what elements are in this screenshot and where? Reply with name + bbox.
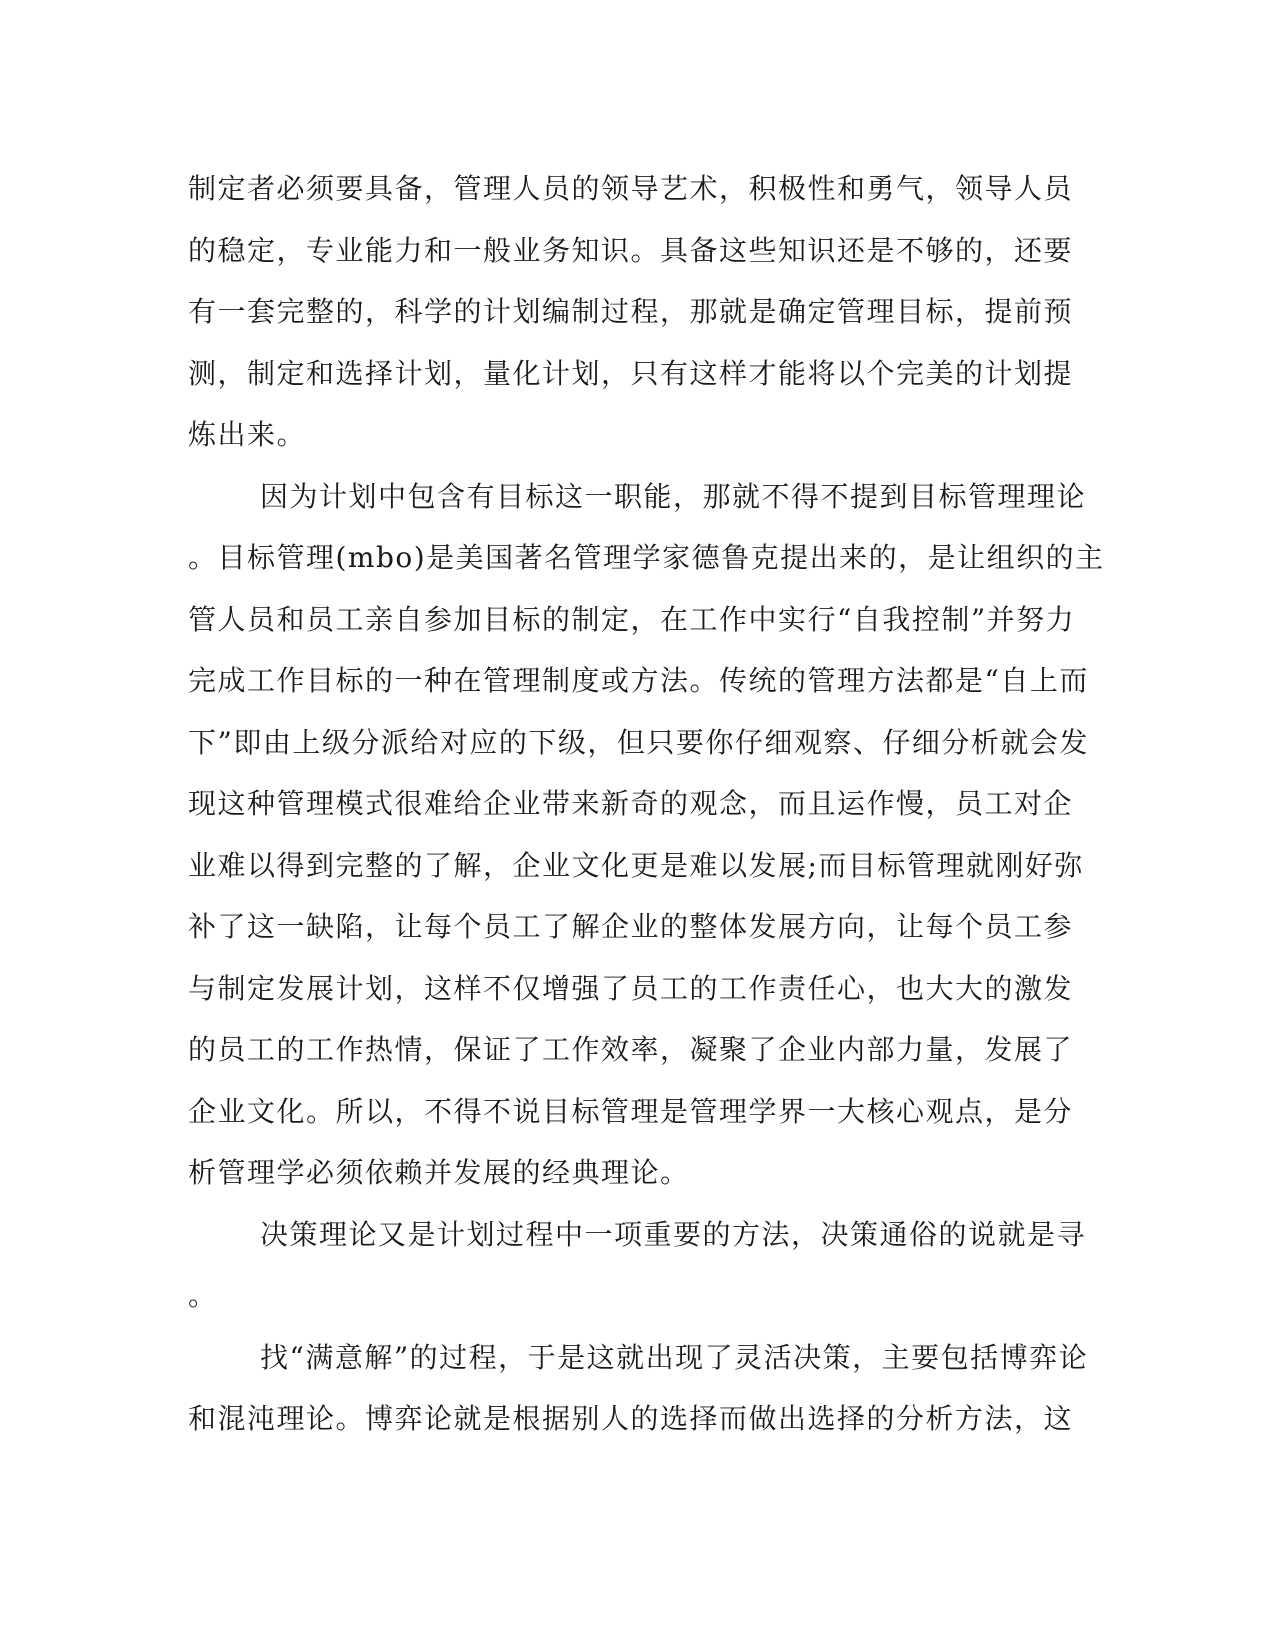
text-line: 完成工作目标的一种在管理制度或方法。传统的管理方法都是“自上而 <box>188 664 1089 697</box>
text-line: 现这种管理模式很难给企业带来新奇的观念，而且运作慢，员工对企 <box>188 787 1074 820</box>
paragraph-start-line: 决策理论又是计划过程中一项重要的方法，决策通俗的说就是寻 <box>260 1217 1087 1251</box>
text-line: 补了这一缺陷，让每个员工了解企业的整体发展方向，让每个员工参 <box>188 910 1074 943</box>
text-line: 的稳定，专业能力和一般业务知识。具备这些知识还是不够的，还要 <box>188 233 1074 267</box>
text-line: 下”即由上级分派给对应的下级，但只要你仔细观察、仔细分析就会发 <box>188 725 1089 759</box>
text-line: 有一套完整的，科学的计划编制过程，那就是确定管理目标，提前预 <box>188 295 1074 328</box>
text-line: 和混沌理论。博弈论就是根据别人的选择而做出选择的分析方法，这 <box>188 1402 1074 1435</box>
text-line: 制定者必须要具备，管理人员的领导艺术，积极性和勇气，领导人员 <box>188 172 1074 205</box>
text-line: 企业文化。所以，不得不说目标管理是管理学界一大核心观点，是分 <box>188 1094 1074 1128</box>
text-line: 析管理学必须依赖并发展的经典理论。 <box>188 1156 690 1189</box>
text-line: 测，制定和选择计划，量化计划，只有这样才能将以个完美的计划提 <box>188 356 1074 390</box>
text-line: 与制定发展计划，这样不仅增强了员工的工作责任心，也大大的激发 <box>188 971 1074 1005</box>
text-line: 。目标管理(mbo)是美国著名管理学家德鲁克提出来的，是让组织的主 <box>188 541 1105 574</box>
paragraph-start-line: 因为计划中包含有目标这一职能，那就不得不提到目标管理理论 <box>260 479 1087 513</box>
paragraph-start-line: 找“满意解”的过程，于是这就出现了灵活决策，主要包括博弈论 <box>260 1340 1089 1374</box>
text-line: 的员工的工作热情，保证了工作效率，凝聚了企业内部力量，发展了 <box>188 1033 1074 1066</box>
body-text <box>188 158 1105 1450</box>
text-line: 炼出来。 <box>188 418 307 451</box>
text-line: 。 <box>188 1279 218 1312</box>
text-line: 管人员和员工亲自参加目标的制定，在工作中实行“自我控制”并努力 <box>188 602 1076 636</box>
text-line: 业难以得到完整的了解，企业文化更是难以发展;而目标管理就刚好弥 <box>188 848 1084 882</box>
